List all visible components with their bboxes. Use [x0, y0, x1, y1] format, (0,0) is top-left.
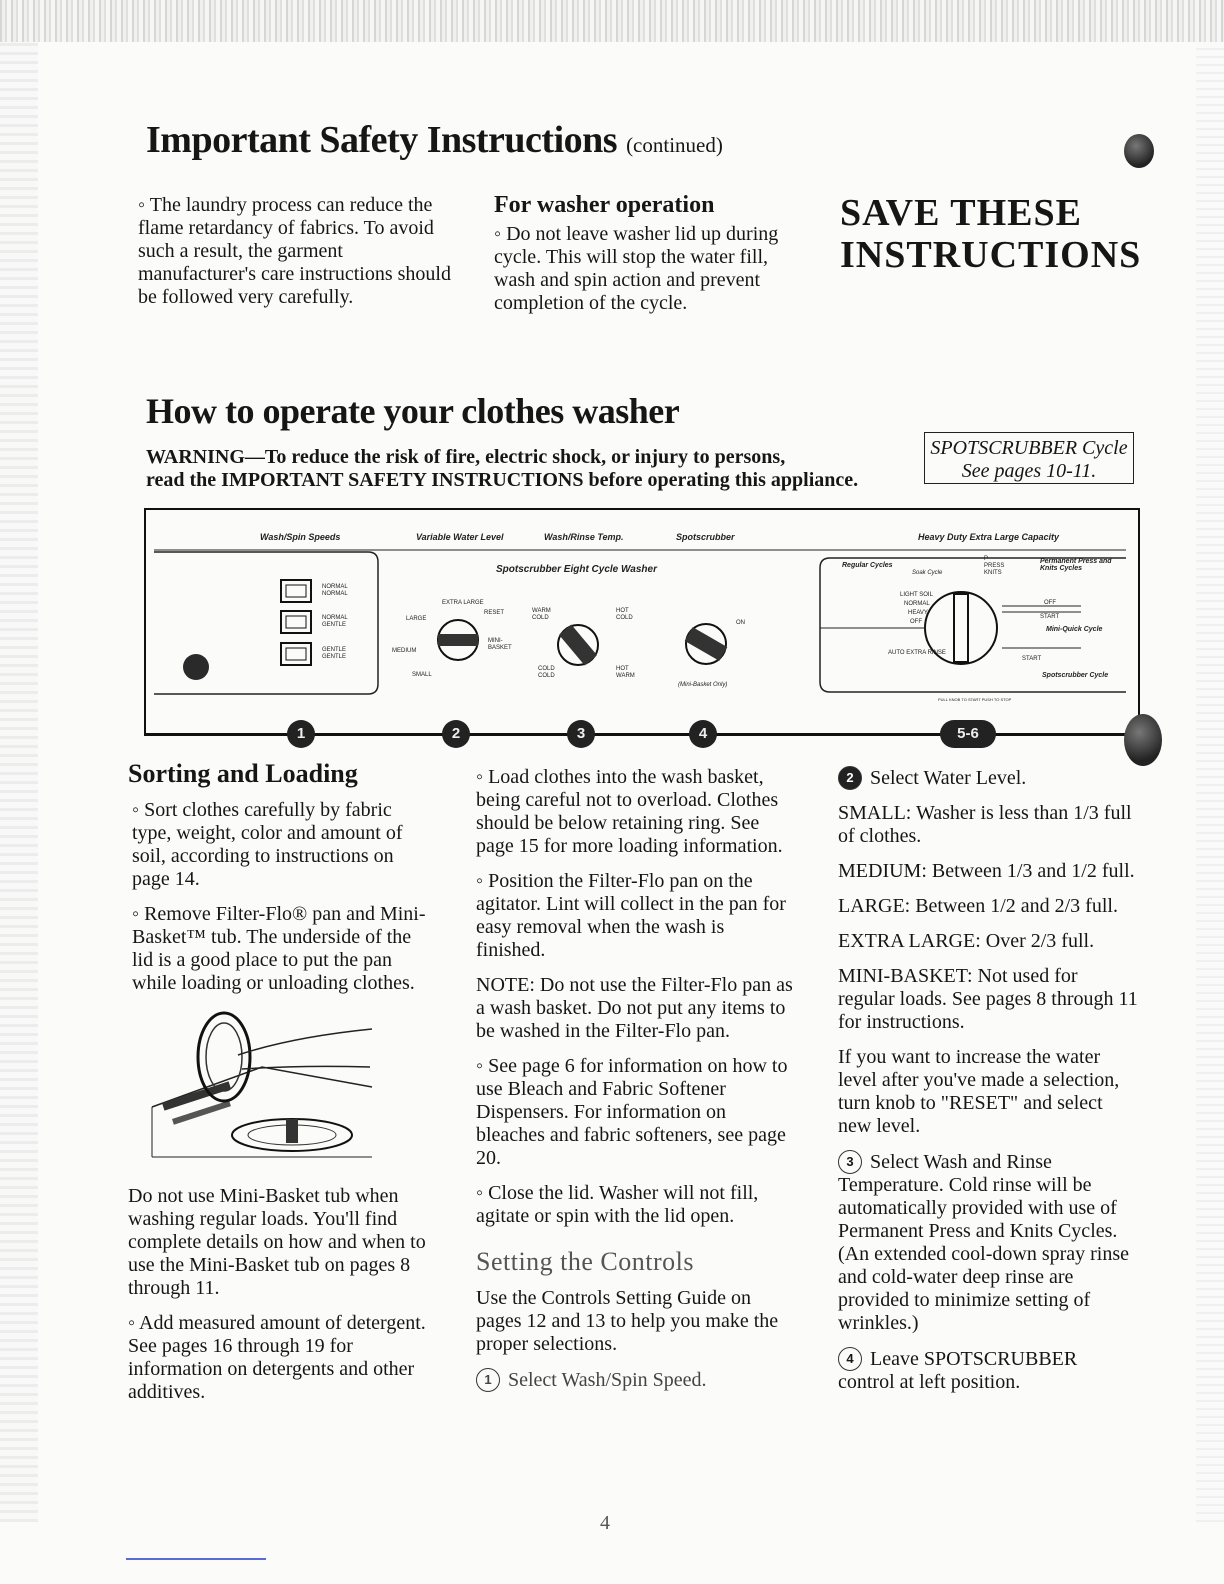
safety-column-1: ◦ The laundry process can reduce the flame retardancy of fabrics. To avoid such a result, the garment manufacturer's care instructions should be followed very carefully.	[138, 194, 451, 308]
heavy-label: HEAVY	[908, 610, 928, 616]
label-wash-spin-speeds: Wash/Spin Speeds	[260, 532, 341, 542]
water-medium: MEDIUM	[392, 648, 417, 654]
water-reset: RESET	[484, 610, 505, 616]
spotscrubber-note-box: SPOTSCRUBBER Cycle See pages 10-11.	[924, 432, 1134, 484]
step-3-text: Select Wash and Rinse Temperature. Cold rinse will be automatically provided with use of Permanent Press and Knits Cycles. (An extended cool-down spray rinse and cold-water deep rinse are provided to minimize setting of wrinkles.)	[838, 1151, 1130, 1334]
step-marker-1: 1	[287, 720, 315, 748]
step-4-text: Leave SPOTSCRUBBER control at left position.	[838, 1348, 1078, 1393]
water-increase-text: If you want to increase the water level after you've made a selection, turn knob to "RESET" and select new level.	[838, 1046, 1120, 1137]
loading-column: ◦ Load clothes into the wash basket, being careful not to overload. Clothes should be below retaining ring. See page 15 for more loading information. ◦ Position the Filter-Flo pan on the agitator. Lint will collect in the pan for easy removal when the wash is finished. NOTE: Do not use the Filter-Flo pan as a wash basket. Do not put any items to be washed in the Filter-Flo pan. ◦ See page 6 for information on how to use Bleach and Fabric Softener Dispensers. For information on bleaches and fabric softeners, see page 20. ◦ Close the lid. Washer will not fill, agitate or spin with the lid open. Setting the Controls Use the Controls Setting Guide on pages 12 and 13 to help you make the proper selections. 1 Select Wash/Spin Speed.	[476, 766, 793, 1391]
speed-1a: NORMAL	[322, 584, 348, 590]
pull-push-label: PULL KNOB TO START PUSH TO STOP	[938, 697, 1012, 702]
step-marker-2: 2	[442, 720, 470, 748]
water-medium-text: MEDIUM: Between 1/3 and 1/2 full.	[838, 860, 1135, 882]
loading-p1: Load clothes into the wash basket, being careful not to overload. Clothes should be below retaining ring. See page 15 for more loading information.	[476, 766, 783, 857]
flame-retardancy-text: The laundry process can reduce the flame retardancy of fabrics. To avoid such a result, the garment manufacturer's care instructions should be followed very carefully.	[138, 194, 451, 308]
step-2-badge: 2	[838, 766, 862, 790]
light-soil-label: LIGHT SOIL	[900, 592, 933, 598]
water-mini-text: MINI-BASKET: Not used for regular loads. See pages 8 through 11 for instructions.	[838, 965, 1138, 1033]
warning-text: WARNING—To reduce the risk of fire, electric shock, or injury to persons, read the IMPORTANT SAFETY INSTRUCTIONS before operating this appliance.	[146, 446, 859, 491]
controls-heading: Setting the Controls	[476, 1247, 694, 1276]
speed-2b: GENTLE	[322, 622, 347, 628]
save-instructions: SAVE THESE INSTRUCTIONS	[840, 192, 1142, 276]
scan-edge-top	[0, 0, 1224, 42]
speed-2a: NORMAL	[322, 615, 348, 621]
sorting-p1: Sort clothes carefully by fabric type, weight, color and amount of soil, according to instructions on page 14.	[132, 799, 403, 890]
water-extra-large: EXTRA LARGE	[442, 600, 484, 606]
scan-underline	[126, 1558, 266, 1560]
loading-note: NOTE: Do not use the Filter-Flo pan as a wash basket. Do not put any items to be washed in the Filter-Flo pan.	[476, 974, 793, 1042]
operate-title: How to operate your clothes washer	[146, 391, 680, 431]
continued-label: (continued)	[626, 133, 723, 157]
off-label-left: OFF	[910, 619, 922, 625]
label-capacity: Heavy Duty Extra Large Capacity	[918, 532, 1060, 542]
step-1-badge: 1	[476, 1368, 500, 1392]
step-4-badge: 4	[838, 1347, 862, 1371]
water-small-text: SMALL: Washer is less than 1/3 full of clothes.	[838, 802, 1132, 847]
temp-cold-cold: COLD COLD	[538, 666, 555, 679]
sorting-p2: Remove Filter-Flo® pan and Mini-Basket™ tub. The underside of the lid is a good place to put the pan while loading or unloading clothes.	[132, 903, 426, 994]
spotscrubber-cycle-label: Spotscrubber Cycle	[1042, 672, 1109, 679]
step-3-badge: 3	[838, 1150, 862, 1174]
label-variable-water-level: Variable Water Level	[416, 532, 504, 542]
off-label-right: OFF	[1044, 600, 1056, 606]
loading-p4: See page 6 for information on how to use Bleach and Fabric Softener Dispensers. For information on bleaches and fabric softeners, see page 20.	[476, 1055, 788, 1169]
press-knits-label: P PRESS KNITS	[984, 556, 1005, 576]
step-marker-4: 4	[689, 720, 717, 748]
temp-hot-cold: HOT COLD	[616, 608, 633, 621]
speed-3b: GENTLE	[322, 654, 347, 660]
spot-note: (Mini-Basket Only)	[678, 682, 728, 688]
step-marker-3: 3	[567, 720, 595, 748]
soak-cycle-label: Soak Cycle	[912, 570, 943, 576]
water-large-text: LARGE: Between 1/2 and 2/3 full.	[838, 895, 1118, 917]
auto-extra-rinse-label: AUTO EXTRA RINSE	[888, 650, 946, 656]
step-marker-5-6: 5-6	[940, 720, 996, 748]
sorting-p4: Add measured amount of detergent. See pages 16 through 19 for information on detergents and other additives.	[128, 1312, 426, 1403]
speed-3a: GENTLE	[322, 647, 347, 653]
loading-p2: Position the Filter-Flo pan on the agitator. Lint will collect in the pan for easy removal when the wash is finished.	[476, 870, 786, 961]
label-wash-rinse-temp: Wash/Rinse Temp.	[544, 532, 624, 542]
scan-edge-left	[0, 42, 38, 1522]
temp-warm-cold: WARM COLD	[532, 608, 551, 621]
water-extra-large-text: EXTRA LARGE: Over 2/3 full.	[838, 930, 1095, 952]
sorting-heading: Sorting and Loading	[128, 759, 358, 788]
sorting-column: Sorting and Loading ◦ Sort clothes carefully by fabric type, weight, color and amount of soil, according to instructions on page 14. ◦ Remove Filter-Flo® pan and Mini-Basket™ tub. The underside of the lid is a good place to put the pan while loading or unloading clothes. Do not use Mini-Basket tub when washing regular loads. You'll find complete details on how and when to use the Mini-Basket tub on pages 8 through 11. ◦ Add measured amount of detergent. See pages 16 through 19 for information on detergents and other additives.	[128, 762, 430, 1416]
water-small: SMALL	[412, 672, 432, 678]
regular-cycles-label: Regular Cycles	[842, 562, 893, 569]
bullet-tab-icon	[1124, 134, 1154, 168]
loading-p5: Close the lid. Washer will not fill, agitate or spin with the lid open.	[476, 1182, 759, 1227]
loading-illustration	[142, 1007, 382, 1167]
sorting-p3: Do not use Mini-Basket tub when washing regular loads. You'll find complete details on how and when to use the Mini-Basket tub on pages 8 through 11.	[128, 1185, 426, 1299]
washer-name: Spotscrubber Eight Cycle Washer	[496, 564, 657, 575]
safety-column-2: For washer operation ◦ Do not leave washer lid up during cycle. This will stop the water fill, wash and spin action and prevent completion of the cycle.	[494, 194, 814, 315]
control-panel-diagram	[144, 508, 1140, 736]
page-number: 4	[600, 1512, 610, 1534]
water-large: LARGE	[406, 616, 427, 622]
water-mini-basket: MINI-BASKET	[488, 638, 512, 651]
safety-title: Important Safety Instructions (continued)	[146, 119, 723, 161]
permanent-press-label: Permanent Press and Knits Cycles	[1040, 558, 1112, 572]
controls-text: Use the Controls Setting Guide on pages 12 and 13 to help you make the proper selections.	[476, 1287, 779, 1355]
temp-hot-warm: HOT WARM	[616, 666, 635, 679]
spot-on: ON	[736, 620, 745, 626]
normal-label: NORMAL	[904, 601, 930, 607]
step-1-text: Select Wash/Spin Speed.	[508, 1369, 707, 1391]
speed-1b: NORMAL	[322, 591, 348, 597]
step-2-text: Select Water Level.	[870, 767, 1027, 789]
label-spotscrubber: Spotscrubber	[676, 532, 735, 542]
mini-quick-cycle-label: Mini-Quick Cycle	[1046, 626, 1103, 633]
steps-column	[838, 766, 1138, 1406]
scan-edge-right	[1196, 42, 1224, 1522]
right-edge-tab-icon	[1124, 714, 1162, 766]
lid-warning-text: Do not leave washer lid up during cycle. This will stop the water fill, wash and spin action and prevent completion of the cycle.	[494, 223, 779, 314]
start-label-2: START	[1022, 656, 1042, 662]
start-label: START	[1040, 614, 1060, 620]
washer-operation-heading: For washer operation	[494, 192, 715, 218]
